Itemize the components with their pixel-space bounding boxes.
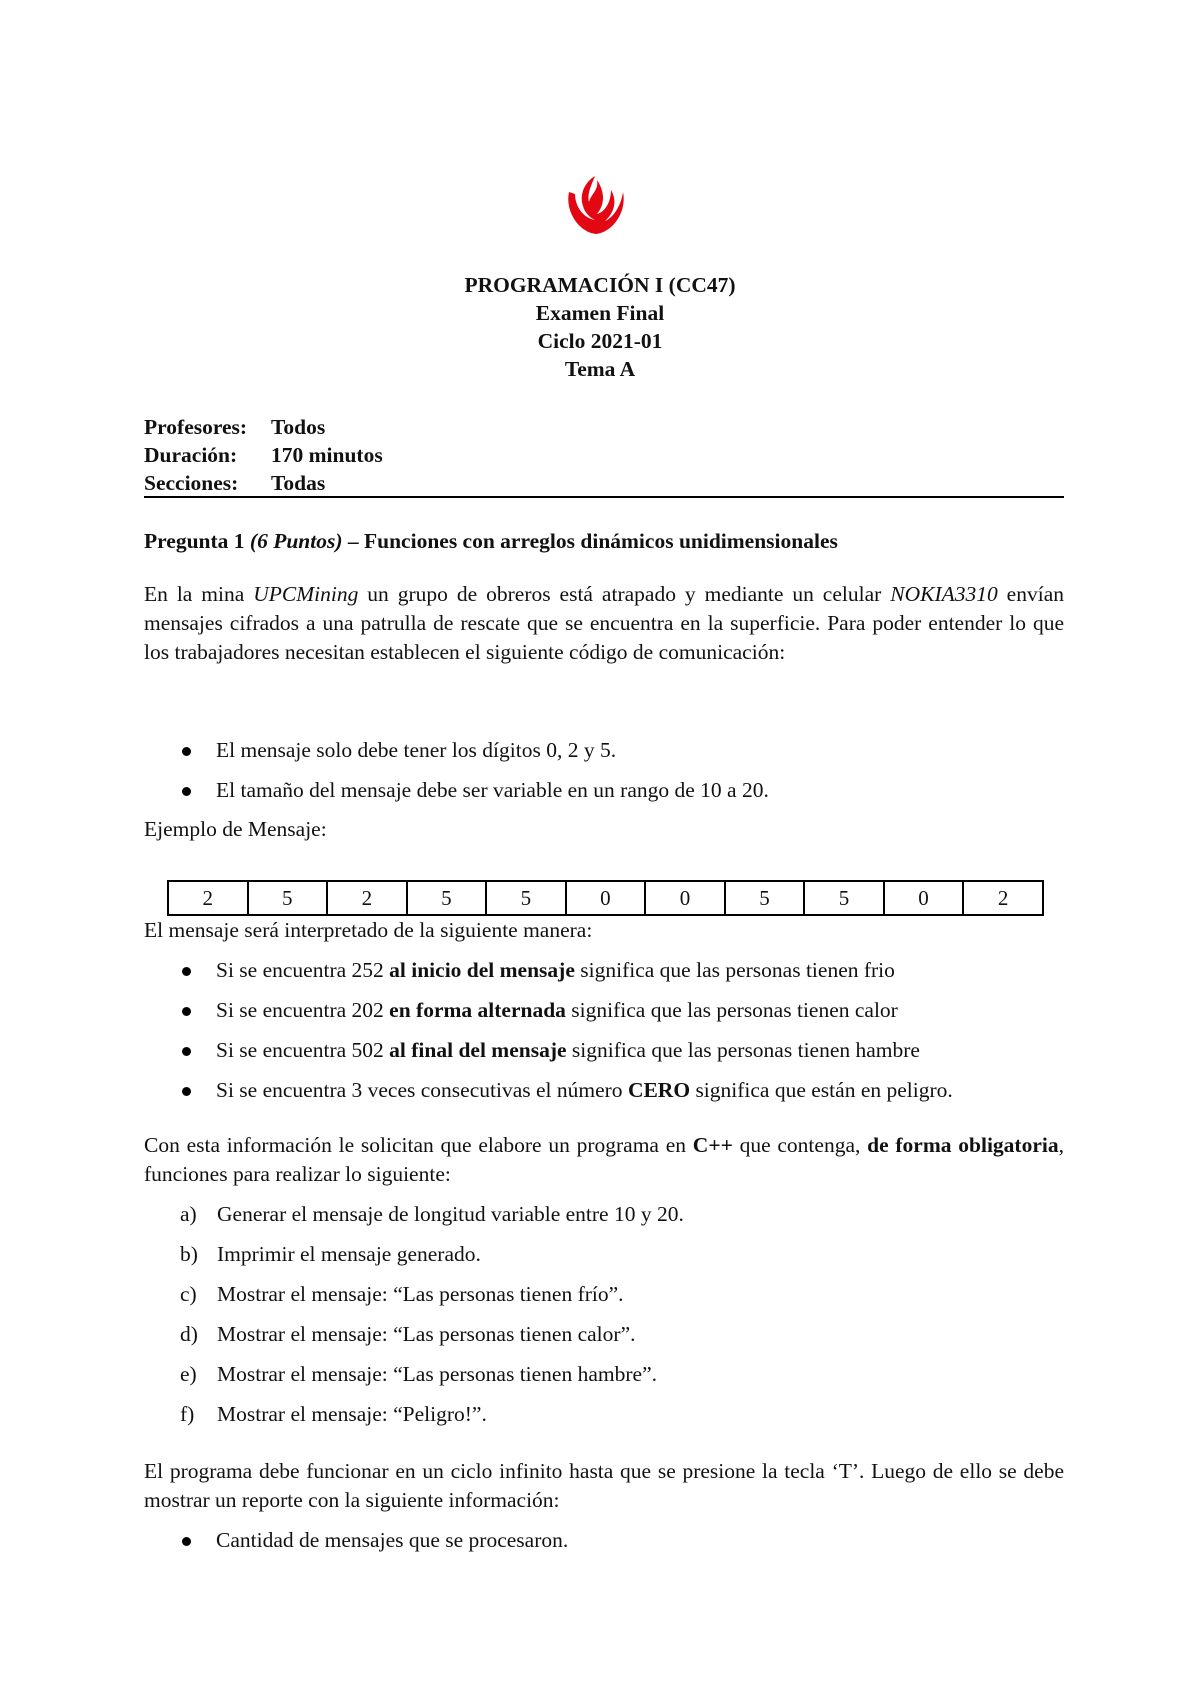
list-item: Cantidad de mensajes que se procesaron. [144, 1526, 1064, 1566]
list-item: b) Imprimir el mensaje generado. [180, 1242, 481, 1266]
exam-header [0, 271, 1200, 383]
report-list [144, 1526, 1064, 1566]
message-cell: 2 [327, 881, 407, 915]
upc-logo [561, 166, 631, 240]
bullet-icon [182, 1537, 191, 1546]
list-item: Si se encuentra 202 en forma alternada significa que las personas tienen calor [144, 996, 1064, 1036]
question-title: Pregunta 1 (6 Puntos) – Funciones con arreglos dinámicos unidimensionales [144, 529, 838, 553]
message-cell: 5 [407, 881, 487, 915]
interpretation-list [144, 956, 1064, 1116]
exam-title: Examen Final [535, 301, 665, 325]
course-title: PROGRAMACIÓN I (CC47) [464, 273, 736, 297]
bullet-icon [182, 967, 191, 976]
exam-meta [144, 413, 1064, 497]
list-item: e) Mostrar el mensaje: “Las personas tienen hambre”. [180, 1362, 657, 1386]
bullet-icon [182, 1007, 191, 1016]
message-cell: 0 [645, 881, 725, 915]
list-item: Si se encuentra 252 al inicio del mensaje significa que las personas tienen frio [144, 956, 1064, 996]
bullet-icon [182, 1087, 191, 1096]
message-cell: 5 [248, 881, 328, 915]
message-cell: 5 [804, 881, 884, 915]
example-label: Ejemplo de Mensaje: [144, 817, 327, 841]
list-item: Si se encuentra 3 veces consecutivas el número CERO significa que están en peligro. [144, 1076, 1064, 1116]
intro-paragraph: En la mina UPCMining un grupo de obreros está atrapado y mediante un celular NOKIA3310 envían mensajes cifrados a una patrulla de rescate que se encuentra en la superficie. Para poder entender lo que los trabajadores necesitan establecen el siguiente código de comunicación: [144, 582, 1064, 664]
message-cell: 0 [566, 881, 646, 915]
meta-sections: Secciones: Todas [144, 471, 326, 495]
list-item: El mensaje solo debe tener los dígitos 0, 2 y 5. [144, 736, 1064, 776]
bullet-icon [182, 1047, 191, 1056]
bullet-icon [182, 747, 191, 756]
message-cell: 2 [963, 881, 1043, 915]
message-cell: 2 [168, 881, 248, 915]
list-item: d) Mostrar el mensaje: “Las personas tienen calor”. [180, 1322, 636, 1346]
list-item: a) Generar el mensaje de longitud variable entre 10 y 20. [180, 1202, 684, 1226]
task-paragraph: Con esta información le solicitan que elabore un programa en C++ que contenga, de forma obligatoria, funciones para realizar lo siguiente: [144, 1133, 1064, 1186]
message-cell: 5 [725, 881, 805, 915]
message-cell: 0 [884, 881, 964, 915]
list-item: c) Mostrar el mensaje: “Las personas tienen frío”. [180, 1282, 624, 1306]
list-item: Si se encuentra 502 al final del mensaje significa que las personas tienen hambre [144, 1036, 1064, 1076]
list-item: El tamaño del mensaje debe ser variable en un rango de 10 a 20. [144, 776, 1064, 816]
message-cell: 5 [486, 881, 566, 915]
example-message-table [167, 880, 1044, 916]
report-paragraph: El programa debe funcionar en un ciclo infinito hasta que se presione la tecla ‘T’. Luego de ello se debe mostrar un reporte con la siguiente información: [144, 1459, 1064, 1512]
rules-list [144, 736, 1064, 816]
bullet-icon [182, 787, 191, 796]
tasks-list [144, 1200, 1064, 1440]
meta-professors: Profesores: Todos [144, 415, 326, 439]
meta-duration: Duración: 170 minutos [144, 443, 383, 467]
cycle-title: Ciclo 2021-01 [537, 329, 663, 353]
list-item: f) Mostrar el mensaje: “Peligro!”. [180, 1402, 487, 1426]
topic-title: Tema A [564, 357, 636, 381]
interpretation-label: El mensaje será interpretado de la siguiente manera: [144, 918, 593, 942]
header-divider [144, 496, 1064, 498]
